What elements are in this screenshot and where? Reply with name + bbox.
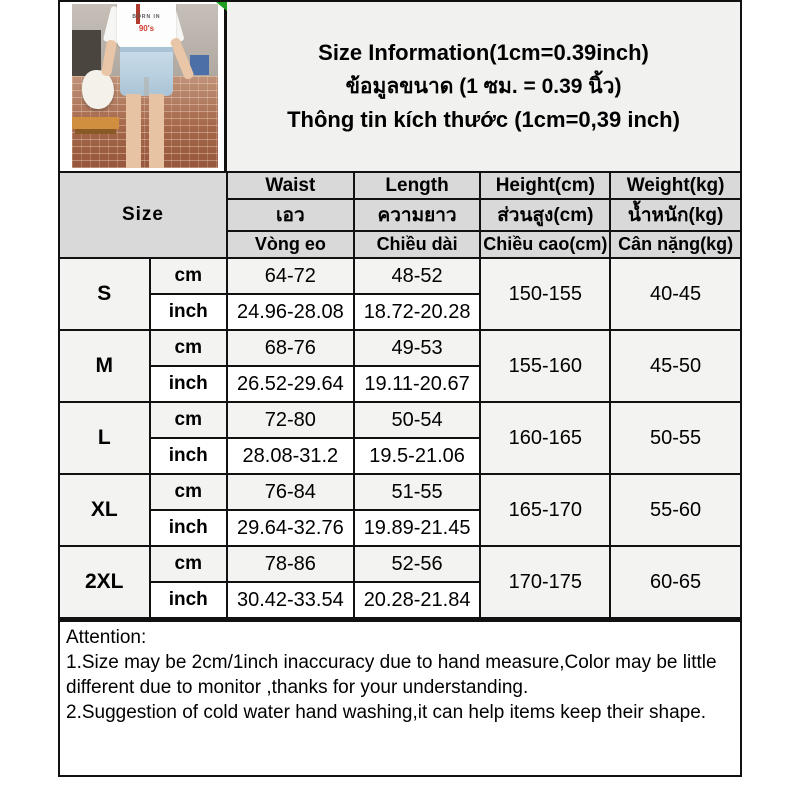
header-row-english <box>59 172 741 199</box>
size-label-xl: XL <box>59 474 150 546</box>
col-header-height-vi: Chiều cao(cm) <box>480 231 610 258</box>
unit-label-cm: cm <box>150 258 227 294</box>
waist-cm-value: 76-84 <box>227 474 354 510</box>
waist-inch-value: 26.52-29.64 <box>227 366 354 402</box>
photo-leg-left <box>126 94 141 168</box>
col-header-waist-vi: Vòng eo <box>227 231 354 258</box>
weight-value: 50-55 <box>610 402 741 474</box>
attention-heading: Attention: <box>66 627 147 648</box>
length-inch-value: 19.89-21.45 <box>354 510 481 546</box>
height-value: 170-175 <box>480 546 610 618</box>
unit-label-cm: cm <box>150 402 227 438</box>
col-header-weight-vi: Cân nặng(kg) <box>610 231 741 258</box>
title-vietnamese: Thông tin kích thước (1cm=0,39 inch) <box>287 107 680 132</box>
top-section <box>58 0 742 171</box>
size-label-l: L <box>59 402 150 474</box>
unit-label-inch: inch <box>150 510 227 546</box>
photo-bench <box>72 117 119 128</box>
product-photo-cell <box>60 2 227 171</box>
unit-label-inch: inch <box>150 438 227 474</box>
size-table <box>58 171 742 619</box>
unit-label-inch: inch <box>150 582 227 618</box>
length-cm-value: 52-56 <box>354 546 481 582</box>
model-photo <box>72 4 218 168</box>
size-chart <box>58 0 742 777</box>
waist-inch-value: 29.64-32.76 <box>227 510 354 546</box>
unit-label-cm: cm <box>150 546 227 582</box>
waist-cm-value: 72-80 <box>227 402 354 438</box>
attention-note-1: 1.Size may be 2cm/1inch inaccuracy due to hand measure,Color may be little different due to monitor ,thanks for your understanding. <box>66 652 717 698</box>
waist-cm-value: 78-86 <box>227 546 354 582</box>
length-cm-value: 51-55 <box>354 474 481 510</box>
table-row <box>59 258 741 294</box>
waist-inch-value: 30.42-33.54 <box>227 582 354 618</box>
col-header-waist-th: เอว <box>227 199 354 231</box>
col-header-weight-th: น้ำหนัก(kg) <box>610 199 741 231</box>
col-header-length-th: ความยาว <box>354 199 481 231</box>
col-header-height-th: ส่วนสูง(cm) <box>480 199 610 231</box>
title-thai: ข้อมูลขนาด (1 ซม. = 0.39 นิ้ว) <box>345 75 622 98</box>
length-inch-value: 19.5-21.06 <box>354 438 481 474</box>
height-value: 155-160 <box>480 330 610 402</box>
table-row <box>59 402 741 438</box>
green-corner-marker <box>216 2 227 11</box>
photo-leg-right <box>149 94 164 168</box>
title-english: Size Information(1cm=0.39inch) <box>318 40 649 65</box>
length-cm-value: 50-54 <box>354 402 481 438</box>
size-label-m: M <box>59 330 150 402</box>
length-cm-value: 48-52 <box>354 258 481 294</box>
shirt-print-top: BORN IN <box>132 13 161 20</box>
shirt-print-bottom: 90's <box>138 23 155 33</box>
waist-cm-value: 68-76 <box>227 330 354 366</box>
length-inch-value: 19.11-20.67 <box>354 366 481 402</box>
height-value: 165-170 <box>480 474 610 546</box>
unit-label-inch: inch <box>150 366 227 402</box>
waist-inch-value: 24.96-28.08 <box>227 294 354 330</box>
col-header-waist-en: Waist <box>227 172 354 199</box>
weight-value: 40-45 <box>610 258 741 330</box>
title-block <box>227 2 740 171</box>
height-value: 160-165 <box>480 402 610 474</box>
length-cm-value: 49-53 <box>354 330 481 366</box>
waist-cm-value: 64-72 <box>227 258 354 294</box>
col-header-height-en: Height(cm) <box>480 172 610 199</box>
unit-label-cm: cm <box>150 330 227 366</box>
height-value: 150-155 <box>480 258 610 330</box>
weight-value: 55-60 <box>610 474 741 546</box>
weight-value: 60-65 <box>610 546 741 618</box>
table-row <box>59 546 741 582</box>
size-label-s: S <box>59 258 150 330</box>
length-inch-value: 20.28-21.84 <box>354 582 481 618</box>
col-header-length-en: Length <box>354 172 481 199</box>
col-header-length-vi: Chiều dài <box>354 231 481 258</box>
waist-inch-value: 28.08-31.2 <box>227 438 354 474</box>
table-row <box>59 474 741 510</box>
attention-note-2: 2.Suggestion of cold water hand washing,it can help items keep their shape. <box>66 702 707 723</box>
size-label-2xl: 2XL <box>59 546 150 618</box>
photo-denim-shorts <box>120 47 173 96</box>
unit-label-cm: cm <box>150 474 227 510</box>
unit-label-inch: inch <box>150 294 227 330</box>
size-header-cell: Size <box>59 172 227 258</box>
table-row <box>59 330 741 366</box>
weight-value: 45-50 <box>610 330 741 402</box>
attention-box <box>58 619 742 777</box>
col-header-weight-en: Weight(kg) <box>610 172 741 199</box>
length-inch-value: 18.72-20.28 <box>354 294 481 330</box>
